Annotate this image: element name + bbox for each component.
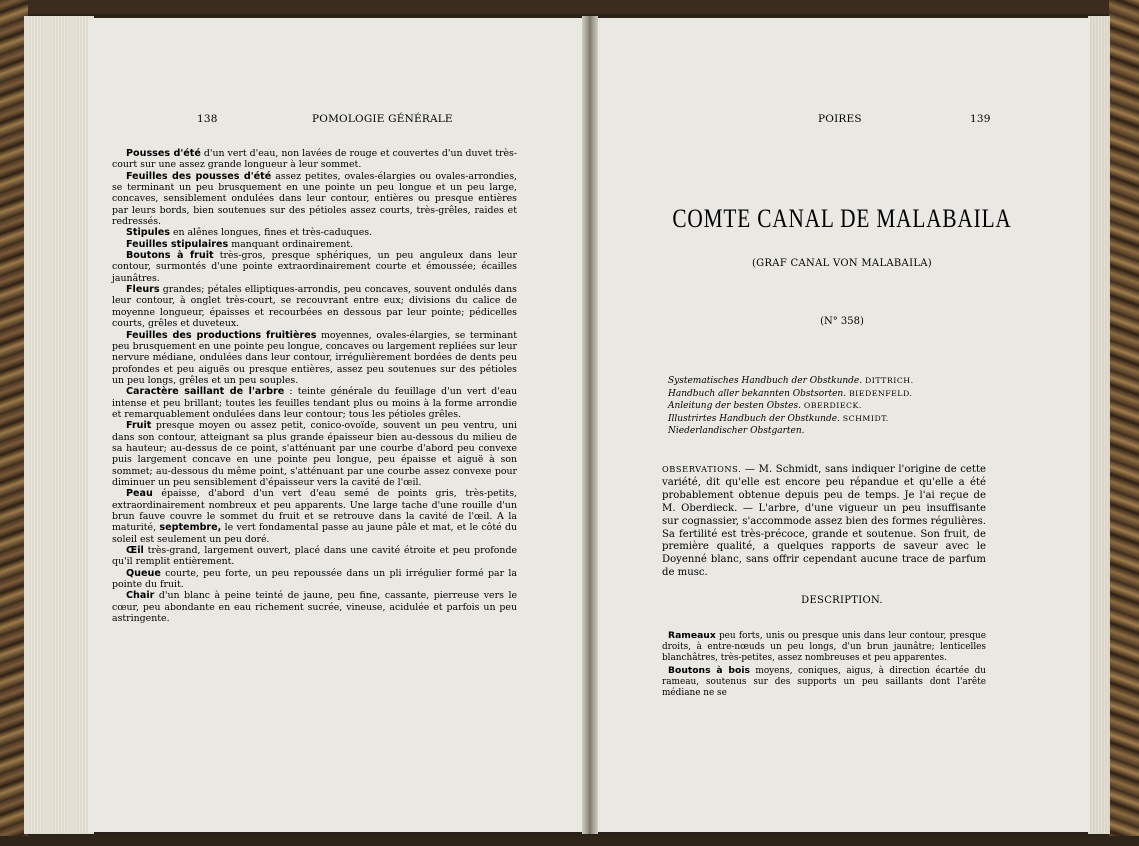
reference-author: DITTRICH.	[865, 376, 914, 385]
paragraph-term: Fleurs	[126, 284, 160, 296]
paragraph-text: très-grand, largement ouvert, placé dans une cavité étroite et peu profonde qu'il remplit entièrement.	[112, 545, 517, 568]
paragraph-term: Boutons à fruit	[126, 250, 214, 262]
book-top-edge	[0, 0, 1139, 14]
reference-line	[668, 413, 1048, 426]
paragraph-text: d'un vert d'eau, non lavées de rouge et couvertes d'un duvet très-court sur une assez grande longueur à leur sommet.	[112, 148, 517, 171]
paragraph-term: Pousses d'été	[126, 148, 201, 159]
paragraph-term: Feuilles stipulaires	[126, 238, 229, 250]
description-text: moyens, coniques, aigus, à direction écartée du rameau, soutenus sur des supports un peu saillants dont l'arête médiane ne se	[662, 665, 987, 699]
paragraph-text: grandes; pétales elliptiques-arrondis, peu concaves, souvent ondulés dans leur contour, à onglet très-court, se recouvrant entre eux; divisions du calice de moyenne longueur, épaisses et recourbées en dessous par leur pointe; pédicelles courts, grêles et duveteux.	[112, 284, 517, 330]
paragraph-term: Caractère saillant de l'arbre	[126, 386, 285, 398]
paragraph	[112, 488, 517, 545]
reference-author: OBERDIECK.	[803, 401, 862, 411]
page-stack-right	[1088, 16, 1110, 834]
description-text: peu forts, unis ou presque unis dans leur contour, presque droits, à entre-nœuds un peu longs, d'un brun jaunâtre; lenticelles blanchâtres, très-petites, assez nombreuses et peu apparentes.	[662, 631, 986, 664]
observations-label: OBSERVATIONS.	[662, 464, 742, 474]
observations-paragraph	[662, 463, 986, 580]
reference-author: SCHMIDT.	[842, 413, 889, 423]
reference-work: Handbuch aller bekannten Obstsorten.	[668, 388, 847, 399]
reference-work: Systematisches Handbuch der Obstkunde.	[668, 376, 863, 386]
paragraph-text: le vert fondamental passe au jaune pâle et mat, et le côté du soleil est seulement un peu doré.	[112, 522, 517, 545]
book-bottom-edge	[0, 836, 1139, 846]
paragraph-term: Œil	[126, 545, 144, 557]
paragraph	[112, 227, 517, 238]
paragraph	[112, 284, 517, 329]
description-term: Boutons à bois	[668, 664, 750, 676]
paragraph-term: Feuilles des pousses d'été	[126, 170, 272, 182]
paragraph	[112, 250, 517, 284]
paragraph	[112, 590, 517, 624]
paragraph-text: épaisse, d'abord d'un vert d'eau semé de points gris, très-petits, extraordinairement nombreux et peu apparents. Une large tache d'une rouille d'un brun fauve couvre le sommet du fruit et se retrouve dans la cavité de l'œil. A la maturité,	[112, 488, 517, 534]
paragraph-term: Chair	[126, 590, 155, 602]
paragraph	[112, 420, 517, 488]
paragraph-text: très-gros, presque sphériques, un peu anguleux dans leur contour, surmontés d'une pointe extraordinairement courte et émoussée; écailles jaunâtres.	[112, 250, 517, 284]
observations-text: — M. Schmidt, sans indiquer l'origine de cette variété, dit qu'elle est encore peu répandue et qu'elle a été probablement obtenue depuis peu de temps. Je l'ai reçue de M. Oberdieck. — L'arbre, d'une vigueur un peu insuffisante sur cognassier, s'accommode assez bien des formes régulières. Sa fertilité est très-précoce, grande et soutenue. Son fruit, de première qualité, a quelques rapports de saveur avec le Doyenné blanc, sans offrir cependant aucune trace de parfum de musc.	[662, 464, 986, 579]
page-stack-left	[24, 16, 94, 834]
variety-title: COMTE CANAL DE MALABAILA	[672, 204, 1012, 233]
paragraph-term: Fruit	[126, 420, 152, 432]
paragraph	[112, 568, 517, 591]
reference-line	[668, 375, 1048, 388]
description-body	[662, 630, 986, 699]
reference-line	[668, 400, 1048, 413]
paragraph-text: en alênes longues, fines et très-caduques.	[170, 227, 373, 239]
description-heading: DESCRIPTION.	[801, 595, 883, 606]
reference-line	[668, 388, 1048, 401]
paragraph-text: courte, peu forte, un peu repoussée dans un pli irrégulier formé par la pointe du fruit.	[112, 567, 517, 591]
paragraph	[112, 545, 517, 568]
paragraph-text: : teinte générale du feuillage d'un vert d'eau intense et peu brillant; toutes les feuilles tendant plus ou moins à la forme arrondie et remarquablement ondulées dans leur contour; tous les pétioles grêles.	[112, 386, 517, 420]
right-page-number: 139	[970, 113, 991, 125]
variety-number: (N° 358)	[820, 316, 864, 327]
paragraph-text: moyennes, ovales-élargies, se terminant peu brusquement en une pointe peu longue, concaves ou largement repliées sur leur nervure médiane, ondulées dans leur contour, irrégulièrement bordées de dents peu profondes et peu aiguës ou presque entières, assez peu soutenues sur des pétioles un peu longs, grêles et un peu souples.	[112, 329, 518, 386]
paragraph-term: Queue	[126, 567, 161, 579]
reference-author: BIEDENFELD.	[848, 388, 913, 398]
variety-subtitle: (GRAF CANAL VON MALABAILA)	[751, 258, 932, 269]
paragraph-term: Stipules	[126, 227, 170, 239]
reference-work: Anleitung der besten Obstes.	[668, 401, 801, 412]
paragraph-term: septembre,	[159, 522, 222, 534]
left-running-head: POMOLOGIE GÉNÉRALE	[312, 113, 453, 125]
left-page-number: 138	[197, 113, 218, 125]
paragraph-term: Peau	[126, 488, 153, 500]
description-term: Rameaux	[668, 630, 716, 641]
paragraph-text: d'un blanc à peine teinté de jaune, peu fine, cassante, pierreuse vers le cœur, peu abondante en eau richement sucrée, vineuse, acidulée et parfois un peu astringente.	[112, 590, 517, 625]
paragraph	[112, 171, 517, 228]
reference-work: Niederlandischer Obstgarten.	[668, 426, 805, 437]
reference-line	[668, 425, 1048, 438]
description-paragraph	[662, 665, 986, 700]
paragraph-text: presque moyen ou assez petit, conico-ovoïde, souvent un peu ventru, uni dans son contour, atteignant sa plus grande épaisseur bien au-dessous du milieu de sa hauteur; au-dessus de ce point, s'atténuant par une courbe d'abord peu convexe puis largement concave en une pointe peu longue, peu épaisse et aiguë à son sommet; au-dessous du même point, s'atténuant par une courbe assez convexe pour diminuer un peu sensiblement d'épaisseur vers la cavité de l'œil.	[112, 420, 517, 488]
right-running-head: POIRES	[818, 113, 862, 125]
paragraph	[112, 386, 517, 420]
book-gutter	[582, 16, 598, 834]
description-paragraph	[662, 630, 986, 665]
paragraph-text: manquant ordinairement.	[228, 238, 354, 250]
paragraph	[112, 330, 517, 387]
paragraph	[112, 148, 517, 171]
paragraph-text: assez petites, ovales-élargies ou ovales-arrondies, se terminant un peu brusquement en une pointe un peu longue et un peu large, concaves, sensiblement ondulées dans leur contour, entières ou presque entières par leurs bords, bien soutenues sur des pétioles assez courts, très-grêles, raides et redressés.	[112, 170, 517, 228]
paragraph-term: Feuilles des productions fruitières	[126, 329, 317, 341]
left-page-body	[112, 148, 517, 624]
bibliography-references	[668, 375, 1048, 438]
reference-work: Illustrirtes Handbuch der Obstkunde.	[668, 413, 840, 424]
paragraph	[112, 239, 517, 250]
marbled-cover-right	[1109, 0, 1139, 846]
